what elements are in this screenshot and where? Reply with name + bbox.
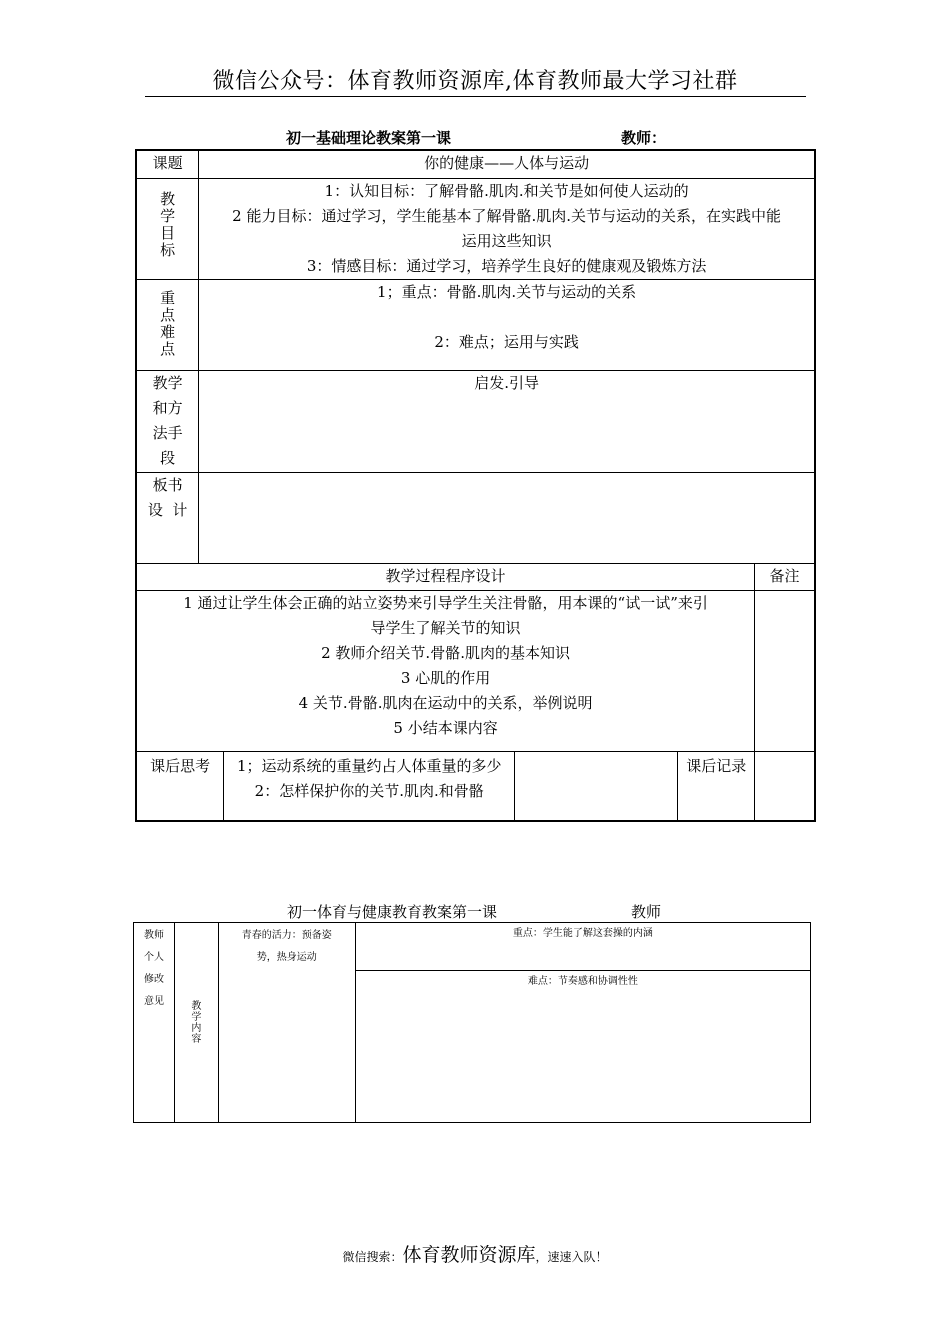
lesson2-title: 初一体育与健康教育教案第一课: [287, 903, 498, 921]
lesson2-teacher-label: 教师: [631, 903, 662, 921]
record-label: 课后记录: [678, 751, 755, 821]
difficulty: 2：难点；运用与实践: [434, 332, 579, 351]
content-label: 教 学 内 容: [174, 923, 218, 1123]
lesson2-key-point: 重点：学生能了解这套操的内涵: [355, 923, 810, 971]
goals-content: 1：认知目标：了解骨骼.肌肉.和关节是如何使人运动的 2 能力目标：通过学习，学生能基本了解骨骼.肌肉.关节与运动的关系，在实践中能 运用这些知识 3：情感目标：通过学习，培养学生良好的健康观及锻炼方法: [199, 178, 815, 279]
lesson1-title: 初一基础理论教案第一课: [286, 129, 452, 147]
key-point: 1；重点：骨骼.肌肉.关节与运动的关系: [377, 282, 637, 301]
footer-prefix: 微信搜索：: [342, 1250, 403, 1264]
topic-label: 课题: [136, 150, 199, 178]
lesson2-difficulty: 难点：节奏感和协调性性: [355, 971, 810, 1123]
reflect-content: 1；运动系统的重量约占人体重量的多少 2：怎样保护你的关节.肌肉.和骨骼: [224, 751, 515, 821]
footer-suffix: ，速速入队！: [535, 1250, 608, 1264]
process-content: 1 通过让学生体会正确的站立姿势来引导学生关注骨骼，用本课的“试一试”来引 导学生了解关节的知识 2 教师介绍关节.骨骼.肌肉的基本知识 3 心肌的作用 4 关节.骨骼.肌肉在运动中的关系，举例说明 5 小结本课内容: [136, 590, 755, 751]
header-divider: [145, 96, 806, 97]
process-label: 教学过程程序设计: [136, 563, 755, 590]
activity-content: 青春的活力：预备姿 势，热身运动: [218, 923, 355, 1123]
footer: [0, 1240, 950, 1267]
reflect-spacer: [515, 751, 678, 821]
lesson1-table: [135, 149, 816, 822]
reflect-label: 课后思考: [136, 751, 224, 821]
method-value: 启发.引导: [199, 370, 815, 472]
key-difficulty-label: 重 点 难 点: [136, 279, 199, 370]
goals-label: 教 学 目 标: [136, 178, 199, 279]
record-content: [755, 751, 815, 821]
remark-label: 备注: [755, 563, 815, 590]
lesson1-teacher-label: 教师：: [621, 129, 667, 147]
key-difficulty-content: [199, 279, 815, 370]
board-label: 板书 设 计: [136, 472, 199, 563]
method-label: 教学 和方 法手 段: [136, 370, 199, 472]
board-content: [199, 472, 815, 563]
header-title: 微信公众号：体育教师资源库,体育教师最大学习社群: [212, 69, 738, 94]
footer-brand: 体育教师资源库: [402, 1244, 536, 1266]
lesson2-table: [133, 922, 811, 1123]
revise-label: 教师 个人 修改 意见: [134, 923, 175, 1123]
remark-content: [755, 590, 815, 751]
topic-value: 你的健康——人体与运动: [199, 150, 815, 178]
